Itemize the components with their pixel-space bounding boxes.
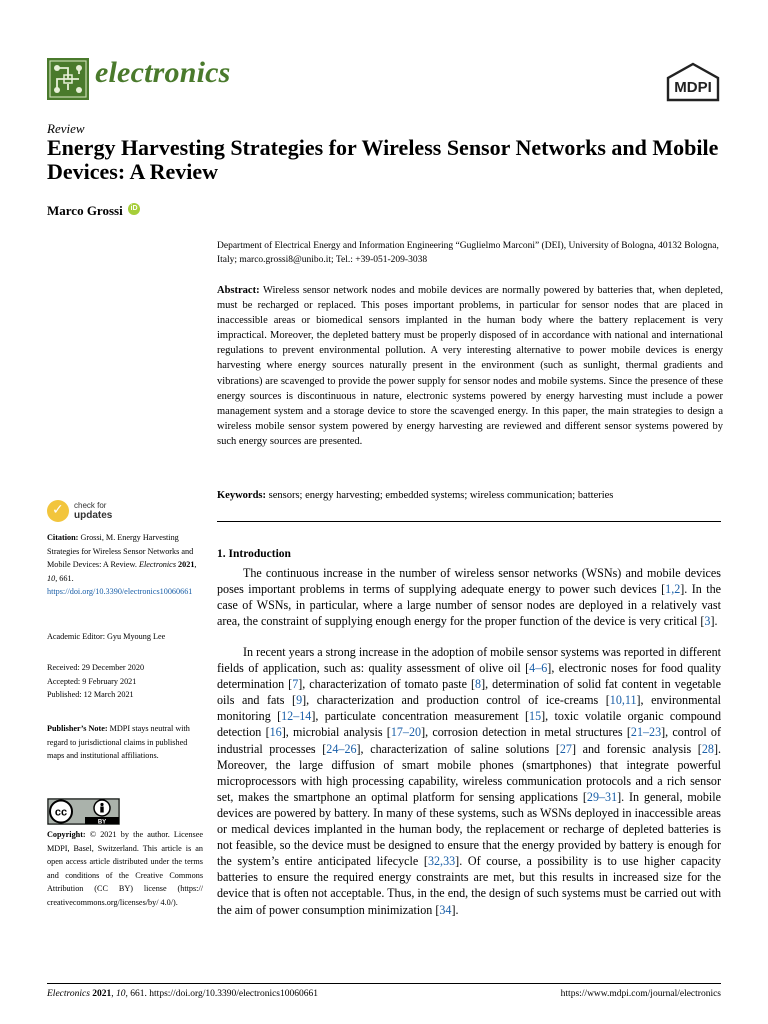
footer-journal: Electronics bbox=[47, 989, 90, 999]
reference-link[interactable]: 12–14 bbox=[281, 709, 312, 724]
checkmark-icon: ✓ bbox=[52, 502, 64, 518]
paragraph-2: In recent years a strong increase in the adoption of mobile sensor systems was reported in different fields of application, such as: quality assessment of olive oil [4–6], electronic noses for food quality determination [7], characterization of tomato paste [8], determination of solid fat content in vegetable oils and fats [9], characterization and production control of ice-creams [10,11], environmental monitoring [12–14], particulate concentration measurement [15], toxic volatile organic compound detection [16], microbial analysis [17–20], corrosion detection in metal structures [21–23], control of industrial processes [24–26], characterization of saline solutions [27] and forensic analysis [28]. Moreover, the large diffusion of smart mobile phones (smartphones) that integrate powerful microprocessors with high processing capability, wireless communication protocols and a rich sensor set, makes the smartphone an optimal platform for sensing applications [29–31]. In general, mobile devices are powered by battery. In many of these systems, such as WSNs deployed in inaccessible areas or medical devices implanted in the human body, the replacement or recharge of depleted batteries is not feasible, so the device must be designed to ensure that the energy provided by battery is enough for the system’s entire anticipated lifecycle [32,33]. Of course, a possibility is to use higher capacity batteries to ensure the required energy constraints are met, but this results in increased size for the device that is often not acceptable. Thus, in the end, the design of such systems must be carried out with the aim of power consumption minimization [34]. bbox=[217, 645, 722, 917]
author-name[interactable]: Marco Grossi bbox=[47, 203, 123, 218]
reference-link[interactable]: 27 bbox=[559, 741, 572, 756]
orcid-icon[interactable]: iD bbox=[128, 203, 140, 215]
reference-link[interactable]: 21–23 bbox=[630, 725, 662, 740]
journal-name: electronics bbox=[95, 56, 231, 89]
reference-link[interactable]: 34 bbox=[439, 902, 452, 917]
keywords-label: Keywords: bbox=[217, 490, 266, 501]
publisher-note-label: Publisher’s Note: bbox=[47, 724, 108, 733]
check-for-updates-button[interactable] bbox=[47, 500, 177, 526]
keywords-text: sensors; energy harvesting; embedded systems; wireless communication; batteries bbox=[268, 490, 614, 501]
article-title: Energy Harvesting Strategies for Wireless Sensor Networks and Mobile Devices: A Review bbox=[47, 135, 719, 184]
mdpi-logo-icon bbox=[664, 62, 722, 102]
keywords bbox=[217, 488, 723, 503]
reference-link[interactable]: 15 bbox=[529, 709, 542, 724]
footer-doi[interactable]: , 661. https://doi.org/10.3390/electronics10060661 bbox=[125, 989, 318, 999]
reference-link[interactable]: 7 bbox=[292, 677, 299, 692]
copyright-label: Copyright: bbox=[47, 830, 86, 839]
footer-year: 2021 bbox=[92, 989, 112, 999]
received-date: Received: 29 December 2020 bbox=[47, 663, 145, 672]
updates-label: updates bbox=[74, 510, 113, 521]
journal-logo-icon bbox=[47, 58, 89, 100]
paragraph-1: The continuous increase in the number of wireless sensor networks (WSNs) and mobile devices poses important problems in terms of supplying adequate energy to power such devices [1,2]. In the case of WSNs, in particular, where a large number of sensor nodes are deployed in a relatively vast area, the constraint of supplying enough energy for the proper function of the device is very critical [3]. bbox=[217, 566, 721, 629]
citation-label: Citation: bbox=[47, 533, 79, 542]
academic-editor: Academic Editor: Gyu Myoung Lee bbox=[47, 632, 166, 641]
accepted-date: Accepted: 9 February 2021 bbox=[47, 676, 137, 686]
reference-link[interactable]: 9 bbox=[296, 693, 303, 708]
reference-link[interactable]: 16 bbox=[269, 725, 282, 740]
reference-link[interactable]: 10,11 bbox=[609, 693, 637, 708]
reference-link[interactable]: 8 bbox=[475, 677, 482, 692]
section-heading: 1. Introduction bbox=[217, 548, 291, 560]
citation-volume: 10 bbox=[47, 573, 56, 583]
reference-link[interactable]: 29–31 bbox=[586, 789, 618, 804]
affiliation: Department of Electrical Energy and Information Engineering “Guglielmo Marconi” (DEI), University of Bologna, 40132 Bologna, Italy; marco.grossi8@unibo.it; Tel.: +39-051-209-3038 bbox=[217, 241, 719, 265]
cc-by-label: BY bbox=[97, 819, 107, 825]
footer-divider bbox=[47, 983, 721, 984]
reference-link[interactable]: 1,2 bbox=[665, 582, 681, 597]
reference-link[interactable]: 17–20 bbox=[390, 725, 422, 740]
footer-volume: 10 bbox=[116, 989, 126, 999]
check-for-label: check for bbox=[74, 501, 107, 510]
reference-link[interactable]: 24–26 bbox=[326, 741, 357, 756]
citation-text: Grossi, M. Energy Harvesting Strategies for Wireless Sensor Networks and Mobile Devices: A Review. bbox=[47, 533, 194, 570]
citation: Citation: Grossi, M. Energy Harvesting Strategies for Wireless Sensor Networks and Mobile Devices: A Review. Electronics 2021, 10, 661. https://doi.org/10.3390/electronics10060661 bbox=[47, 533, 197, 597]
footer-journal-url[interactable]: https://www.mdpi.com/journal/electronics bbox=[560, 989, 721, 999]
copyright-text: © 2021 by the author. Licensee MDPI, Basel, Switzerland. This article is an open access article distributed under the terms and conditions of the Creative Commons Attribution (CC BY) license (https:// creativecommons.org/licenses/by/ 4.0/). bbox=[47, 830, 203, 907]
published-date: Published: 12 March 2021 bbox=[47, 690, 134, 700]
article-type: Review bbox=[47, 121, 85, 136]
cc-by-license-icon[interactable] bbox=[47, 798, 120, 825]
reference-link[interactable]: 28 bbox=[701, 741, 714, 756]
citation-page: 661. bbox=[59, 573, 74, 583]
copyright bbox=[47, 828, 203, 910]
reference-link[interactable]: 4–6 bbox=[529, 661, 548, 676]
footer-citation: Electronics 2021, 10, 661. https://doi.org/10.3390/electronics10060661 bbox=[47, 989, 318, 999]
abstract-label: Abstract: bbox=[217, 285, 260, 296]
citation-year: 2021 bbox=[178, 560, 195, 570]
abstract bbox=[217, 283, 723, 449]
dates bbox=[47, 661, 203, 702]
citation-doi-link[interactable]: https://doi.org/10.3390/electronics10060661 bbox=[47, 587, 193, 597]
abstract-text: Wireless sensor network nodes and mobile devices are normally powered by batteries that, when depleted, must be recharged or replaced. This poses important problems, in particular for sensor nodes that are placed in inaccessible areas or biomedical sensors implanted in the human body where the battery replacement is very impractical. Moreover, the depleted battery must be properly disposed of in accordance with national and international regulations to prevent environmental pollution. A very interesting alternative to power mobile devices is energy harvesting where energy sources naturally present in the environment (such as sunlight, thermal gradients and vibrations) are scavenged to provide the power supply for sensor nodes and mobile systems. Since the presence of these energy sources is discontinuous in nature, electronic systems powered by energy harvesting must include a power management system and a storage device to store the scavenged energy. In this paper, the main strategies to design a wireless mobile sensor system powered by energy harvesting are reviewed and different sensor systems powered by such energy sources are presented. bbox=[217, 285, 724, 447]
reference-link[interactable]: 32,33 bbox=[427, 854, 456, 869]
publisher-note-text: MDPI stays neutral with regard to jurisdictional claims in published maps and institutional affiliations. bbox=[47, 724, 190, 761]
svg-text:cc: cc bbox=[54, 806, 68, 819]
reference-link[interactable]: 3 bbox=[704, 614, 711, 629]
section-divider bbox=[217, 521, 721, 522]
publisher-name: MDPI bbox=[674, 79, 712, 96]
citation-journal: Electronics bbox=[139, 560, 176, 570]
publisher-note bbox=[47, 722, 203, 763]
